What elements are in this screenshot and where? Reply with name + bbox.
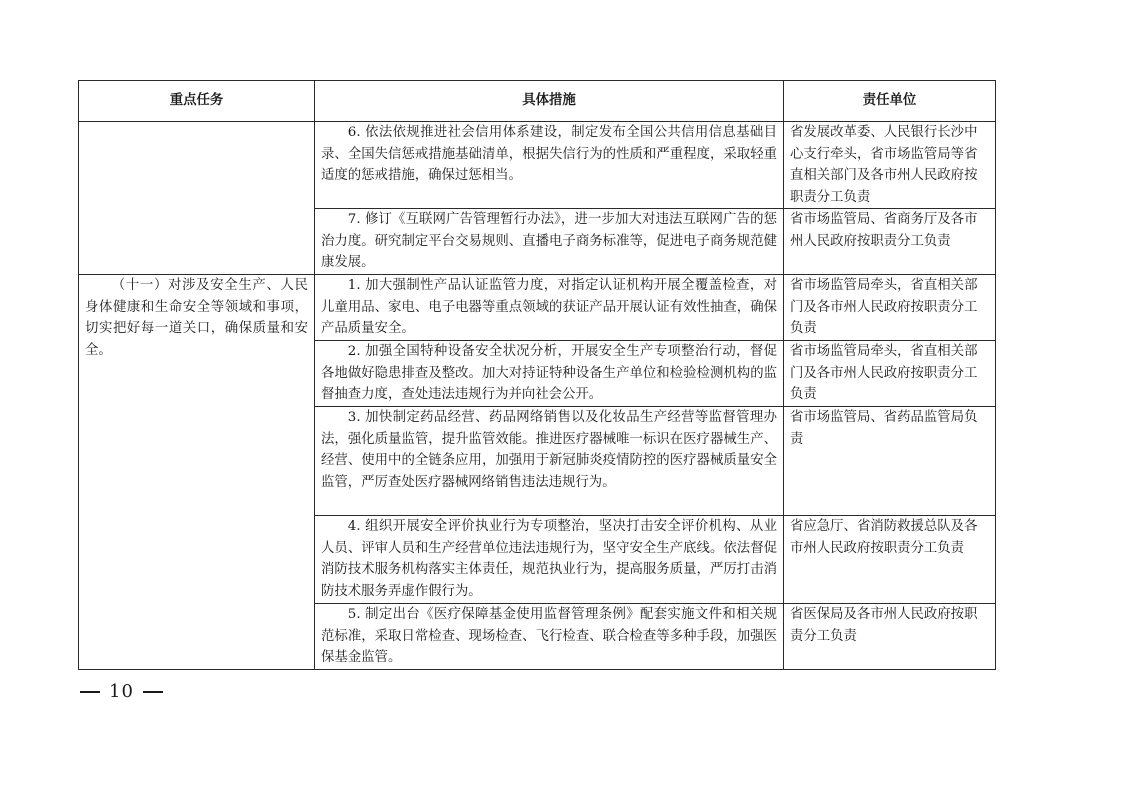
header-responsible-unit: 责任单位	[784, 81, 996, 122]
measure-cell: 3. 加快制定药品经营、药品网络销售以及化妆品生产经营等监督管理办法，强化质量监管，提升监管效能。推进医疗器械唯一标识在医疗器械生产、经营、使用中的全链条应用，加强用于新冠肺炎疫情防控的医疗器械质量安全监管，严厉查处医疗器械网络销售违法违规行为。	[315, 407, 784, 516]
unit-cell: 省市场监管局牵头，省直相关部门及各市州人民政府按职责分工负责	[784, 275, 996, 341]
task-cell	[79, 122, 315, 275]
measure-cell: 4. 组织开展安全评价执业行为专项整治，坚决打击安全评价机构、从业人员、评审人员和生产经营单位违法违规行为，坚守安全生产底线。依法督促消防技术服务机构落实主体责任，规范执业行为，提高服务质量，严厉打击消防技术服务弄虚作假行为。	[315, 516, 784, 604]
unit-cell: 省市场监管局、省商务厅及各市州人民政府按职责分工负责	[784, 209, 996, 275]
dash-left	[80, 691, 100, 693]
table-row	[79, 275, 996, 341]
dash-right	[143, 691, 163, 693]
header-key-task: 重点任务	[79, 81, 315, 122]
unit-cell: 省市场监管局牵头，省直相关部门及各市州人民政府按职责分工负责	[784, 341, 996, 407]
measure-cell: 7. 修订《互联网广告管理暂行办法》，进一步加大对违法互联网广告的惩治力度。研究制定平台交易规则、直播电子商务标准等，促进电子商务规范健康发展。	[315, 209, 784, 275]
table-header-row	[79, 81, 996, 122]
table-row	[79, 122, 996, 209]
measure-cell: 5. 制定出台《医疗保障基金使用监督管理条例》配套实施文件和相关规范标准，采取日常检查、现场检查、飞行检查、联合检查等多种手段，加强医保基金监管。	[315, 604, 784, 670]
task-cell: （十一）对涉及安全生产、人民身体健康和生命安全等领域和事项，切实把好每一道关口，确保质量和安全。	[79, 275, 315, 670]
measure-cell: 2. 加强全国特种设备安全状况分析，开展安全生产专项整治行动，督促各地做好隐患排查及整改。加大对持证特种设备生产单位和检验检测机构的监督抽查力度，查处违法违规行为并向社会公开。	[315, 341, 784, 407]
unit-cell: 省应急厅、省消防救援总队及各市州人民政府按职责分工负责	[784, 516, 996, 604]
header-specific-measures: 具体措施	[315, 81, 784, 122]
unit-cell: 省医保局及各市州人民政府按职责分工负责	[784, 604, 996, 670]
page-number-value: 10	[109, 681, 134, 702]
measures-table	[78, 80, 996, 670]
unit-cell: 省市场监管局、省药品监管局负责	[784, 407, 996, 516]
measure-cell: 1. 加大强制性产品认证监管力度，对指定认证机构开展全覆盖检查，对儿童用品、家电、电子电器等重点领域的获证产品开展认证有效性抽查，确保产品质量安全。	[315, 275, 784, 341]
page-number	[80, 681, 163, 702]
unit-cell: 省发展改革委、人民银行长沙中心支行牵头，省市场监管局等省直相关部门及各市州人民政府按职责分工负责	[784, 122, 996, 209]
measure-cell: 6. 依法依规推进社会信用体系建设，制定发布全国公共信用信息基础目录、全国失信惩戒措施基础清单，根据失信行为的性质和严重程度，采取轻重适度的惩戒措施，确保过惩相当。	[315, 122, 784, 209]
